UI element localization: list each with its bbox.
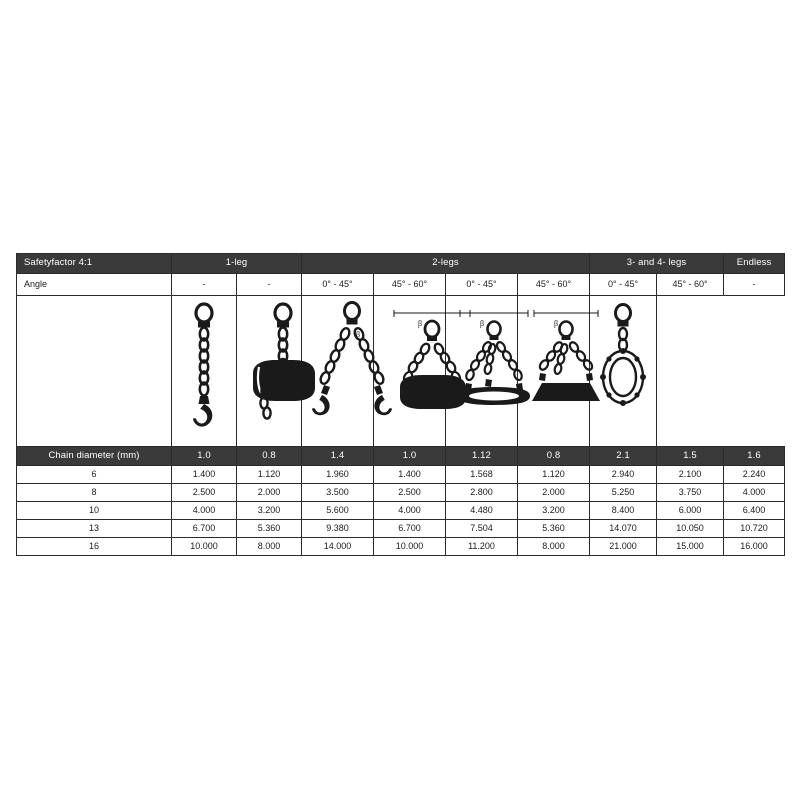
angle-value-7: 0° - 45° [590,274,657,296]
cell: 15.000 [657,538,724,556]
angle-beta-mark: β [418,319,423,328]
angle-beta-mark: β [554,319,559,328]
angle-label: Angle [17,274,172,296]
cell: 1.568 [446,466,518,484]
cell: 14.070 [590,520,657,538]
cell: 3.500 [302,484,374,502]
cell: 5.360 [518,520,590,538]
cell: 10.000 [172,538,237,556]
angle-value-3: 0° - 45° [302,274,374,296]
factor-value-9: 1.6 [724,447,785,466]
cell: 6.000 [657,502,724,520]
cell: 1.120 [237,466,302,484]
cell: 21.000 [590,538,657,556]
group-header-1-leg: 1-leg [172,254,302,274]
cell: 8.400 [590,502,657,520]
cell: 1.960 [302,466,374,484]
group-header-2-legs: 2-legs [302,254,590,274]
angle-beta-mark: β [356,330,361,339]
cell: 2.800 [446,484,518,502]
row-diameter: 16 [17,538,172,556]
capacity-table [16,253,785,556]
cell: 6.400 [724,502,785,520]
factor-value-4: 1.0 [374,447,446,466]
cell: 8.000 [237,538,302,556]
figure-cell-1-leg-hook [172,296,237,447]
figure-row-spacer [17,296,172,447]
cell: 10.000 [374,538,446,556]
cell: 2.100 [657,466,724,484]
row-diameter: 13 [17,520,172,538]
cell: 4.480 [446,502,518,520]
cell: 2.000 [518,484,590,502]
angle-value-9: - [724,274,785,296]
table-row [17,520,785,538]
cell: 5.600 [302,502,374,520]
cell: 2.500 [172,484,237,502]
table-row [17,538,785,556]
factor-value-2: 0.8 [237,447,302,466]
cell: 7.504 [446,520,518,538]
factor-value-7: 2.1 [590,447,657,466]
cell: 3.200 [237,502,302,520]
table-header-row [17,254,785,274]
table-row [17,484,785,502]
factor-value-1: 1.0 [172,447,237,466]
cell: 1.400 [374,466,446,484]
cell: 5.250 [590,484,657,502]
figure-cell-endless-loop [590,296,657,447]
figure-cell-4-leg-basket [446,296,518,447]
safetyfactor-label: Safetyfactor 4:1 [17,254,172,274]
cell: 9.380 [302,520,374,538]
factor-value-8: 1.5 [657,447,724,466]
cell: 4.000 [724,484,785,502]
group-header-endless: Endless [724,254,785,274]
table-row [17,502,785,520]
cell: 11.200 [446,538,518,556]
angle-value-8: 45° - 60° [657,274,724,296]
angle-row [17,274,785,296]
cell: 8.000 [518,538,590,556]
angle-value-5: 0° - 45° [446,274,518,296]
single-leg-chain-hook-icon [174,301,234,441]
angle-value-1: - [172,274,237,296]
cell: 6.700 [374,520,446,538]
cell: 4.000 [172,502,237,520]
table-row [17,466,785,484]
chain-diameter-factor-row [17,447,785,466]
figure-cell-4-leg-trapezoid [518,296,590,447]
cell: 6.700 [172,520,237,538]
cell: 10.720 [724,520,785,538]
cell: 1.120 [518,466,590,484]
cell: 2.000 [237,484,302,502]
endless-chain-loop-icon [592,301,654,441]
cell: 4.000 [374,502,446,520]
cell: 2.500 [374,484,446,502]
cell: 16.000 [724,538,785,556]
factor-value-5: 1.12 [446,447,518,466]
row-diameter: 10 [17,502,172,520]
group-header-3-4-legs: 3- and 4- legs [590,254,724,274]
chain-diameter-label: Chain diameter (mm) [17,447,172,466]
cell: 3.200 [518,502,590,520]
figure-cell-2-leg-drum [374,296,446,447]
figure-cell-1-leg-drum [237,296,302,447]
cell: 5.360 [237,520,302,538]
factor-value-3: 1.4 [302,447,374,466]
cell: 2.940 [590,466,657,484]
cell: 1.400 [172,466,237,484]
cell: 10.050 [657,520,724,538]
cell: 3.750 [657,484,724,502]
cell: 14.000 [302,538,374,556]
angle-beta-mark: β [480,319,485,328]
cell: 2.240 [724,466,785,484]
figure-row [17,296,785,447]
angle-value-2: - [237,274,302,296]
row-diameter: 8 [17,484,172,502]
factor-value-6: 0.8 [518,447,590,466]
row-diameter: 6 [17,466,172,484]
angle-value-4: 45° - 60° [374,274,446,296]
capacity-table-container [16,253,784,556]
angle-value-6: 45° - 60° [518,274,590,296]
